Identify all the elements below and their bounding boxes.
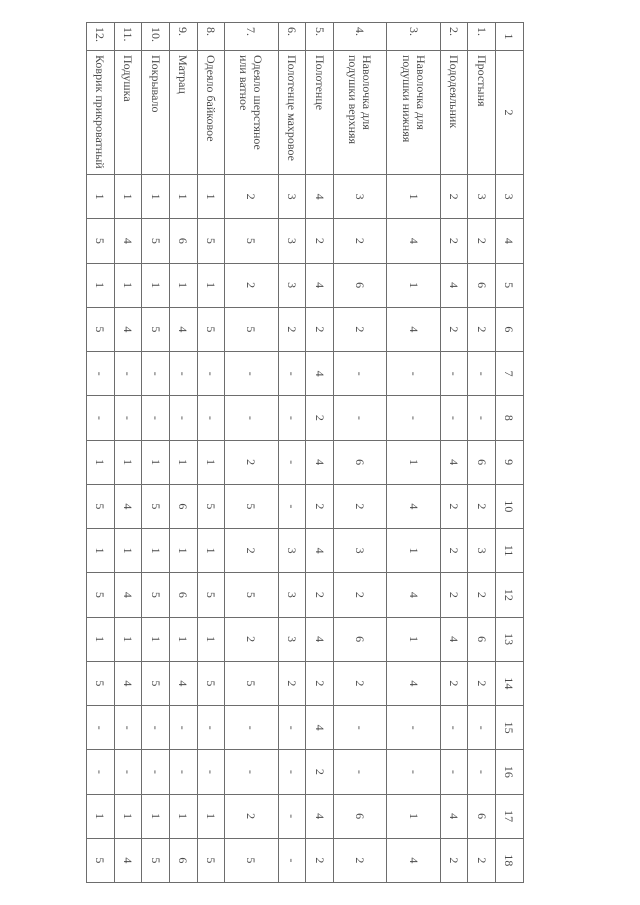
table-cell: - [278,484,306,528]
table-cell: 2 [468,661,496,705]
table-cell: - [468,396,496,440]
table-cell: 2 [306,750,334,794]
item-name: Одеяло шерстяное или ватное [225,51,278,175]
table-cell: 1 [387,263,440,307]
table-row [197,23,225,883]
table-cell: - [440,396,468,440]
table-row [87,23,115,883]
table-cell: - [278,750,306,794]
table-cell: 2 [333,307,386,351]
table-cell: - [468,706,496,750]
table-cell: 1 [114,263,142,307]
table-cell: 3 [333,529,386,573]
table-cell: 3 [278,573,306,617]
table-cell: 2 [306,573,334,617]
table-cell: 2 [225,794,278,838]
table-cell: 1 [387,175,440,219]
table-cell: 1 [197,175,225,219]
table-cell: - [278,838,306,882]
table-row [114,23,142,883]
table-cell: 5 [87,219,115,263]
table-cell: - [440,706,468,750]
table-cell: - [87,352,115,396]
table-cell: 1 [197,617,225,661]
table-cell: 5 [87,573,115,617]
rotated-table-wrapper [86,22,524,882]
item-name: Полотенце [306,51,334,175]
table-cell: 1 [387,617,440,661]
table-cell: 2 [440,175,468,219]
column-header-15: 15 [496,706,524,750]
row-number: 11. [114,23,142,51]
table-cell: 1 [387,529,440,573]
column-header-18: 18 [496,838,524,882]
column-header-9: 9 [496,440,524,484]
column-header-4: 4 [496,219,524,263]
table-cell: - [142,396,170,440]
row-number: 5. [306,23,334,51]
table-cell: - [87,706,115,750]
table-cell: 2 [306,307,334,351]
table-cell: - [197,396,225,440]
table-cell: 5 [197,219,225,263]
table-cell: 3 [468,175,496,219]
table-cell: - [114,352,142,396]
table-row [142,23,170,883]
table-row [440,23,468,883]
table-cell: 1 [387,440,440,484]
table-cell: - [278,352,306,396]
table-cell: 1 [169,175,197,219]
table-header-row [496,23,524,883]
table-cell: 5 [225,661,278,705]
table-cell: 5 [197,307,225,351]
table-cell: - [169,750,197,794]
row-number: 4. [333,23,386,51]
row-number: 7. [225,23,278,51]
table-cell: 5 [225,573,278,617]
item-name: Полотенце махровое [278,51,306,175]
linen-norms-table [86,22,524,883]
table-row [278,23,306,883]
table-row [468,23,496,883]
table-cell: 1 [142,617,170,661]
table-cell: 4 [306,794,334,838]
column-header-16: 16 [496,750,524,794]
table-cell: - [387,352,440,396]
table-cell: - [333,706,386,750]
table-cell: - [114,706,142,750]
table-cell: - [114,396,142,440]
table-cell: 5 [142,661,170,705]
table-cell: - [387,706,440,750]
column-header-2: 2 [496,51,524,175]
table-cell: - [197,750,225,794]
table-cell: 1 [114,175,142,219]
table-cell: 2 [468,307,496,351]
table-cell: - [333,750,386,794]
table-cell: 6 [468,617,496,661]
table-cell: 4 [440,263,468,307]
table-cell: 1 [114,794,142,838]
table-cell: 1 [87,263,115,307]
table-cell: 2 [468,838,496,882]
table-cell: 2 [306,838,334,882]
table-cell: 1 [169,794,197,838]
column-header-13: 13 [496,617,524,661]
table-cell: 4 [306,617,334,661]
table-cell: - [142,352,170,396]
table-cell: 5 [225,307,278,351]
column-header-10: 10 [496,484,524,528]
table-cell: 4 [169,661,197,705]
table-cell: 5 [197,573,225,617]
table-cell: - [468,352,496,396]
table-cell: 2 [440,484,468,528]
item-name: Матрац [169,51,197,175]
table-cell: 2 [440,838,468,882]
table-cell: 1 [114,529,142,573]
table-cell: 2 [440,661,468,705]
table-cell: 2 [333,661,386,705]
table-body [87,23,496,883]
table-cell: - [278,440,306,484]
column-header-6: 6 [496,307,524,351]
table-cell: - [142,706,170,750]
table-row [333,23,386,883]
table-cell: 1 [142,175,170,219]
table-cell: 6 [468,794,496,838]
table-cell: 4 [306,706,334,750]
table-cell: - [225,352,278,396]
table-cell: 6 [333,440,386,484]
table-cell: 2 [225,440,278,484]
table-cell: 4 [114,307,142,351]
item-name: Пододеяльник [440,51,468,175]
table-cell: - [169,396,197,440]
table-cell: - [169,706,197,750]
column-header-17: 17 [496,794,524,838]
table-cell: 1 [87,794,115,838]
item-name: Покрывало [142,51,170,175]
column-header-1: 1 [496,23,524,51]
table-cell: 2 [306,396,334,440]
table-cell: 2 [225,263,278,307]
table-cell: 5 [142,573,170,617]
table-cell: - [225,396,278,440]
table-cell: 6 [333,263,386,307]
table-cell: 2 [278,661,306,705]
table-cell: - [278,396,306,440]
table-row [169,23,197,883]
table-cell: 4 [306,529,334,573]
table-cell: 4 [114,219,142,263]
table-cell: - [440,750,468,794]
table-cell: 2 [306,484,334,528]
table-row [387,23,440,883]
table-cell: 2 [333,484,386,528]
table-cell: 5 [142,307,170,351]
table-cell: - [114,750,142,794]
table-cell: 1 [114,617,142,661]
table-cell: 3 [278,529,306,573]
table-cell: 2 [333,219,386,263]
table-cell: 1 [142,440,170,484]
table-cell: 1 [87,617,115,661]
column-header-8: 8 [496,396,524,440]
table-cell: 5 [197,661,225,705]
table-cell: 5 [197,484,225,528]
table-cell: 2 [278,307,306,351]
table-cell: 1 [197,794,225,838]
table-cell: 2 [225,529,278,573]
table-cell: 3 [468,529,496,573]
table-cell: 1 [197,263,225,307]
table-cell: 3 [278,219,306,263]
table-cell: 2 [468,219,496,263]
table-cell: 3 [278,263,306,307]
table-cell: - [333,396,386,440]
table-cell: 6 [468,440,496,484]
table-cell: 4 [440,617,468,661]
table-cell: 2 [440,219,468,263]
table-cell: 2 [333,573,386,617]
column-header-11: 11 [496,529,524,573]
table-cell: 5 [87,838,115,882]
table-cell: 4 [306,352,334,396]
table-cell: 2 [306,661,334,705]
item-name: Наволочка для подушки нижняя [387,51,440,175]
table-cell: 1 [87,440,115,484]
table-cell: 5 [87,484,115,528]
table-cell: 5 [225,219,278,263]
table-row [225,23,278,883]
row-number: 9. [169,23,197,51]
table-cell: 1 [169,617,197,661]
table-cell: 4 [387,573,440,617]
table-cell: 1 [197,440,225,484]
table-cell: - [387,396,440,440]
table-cell: - [225,706,278,750]
column-header-3: 3 [496,175,524,219]
table-cell: 6 [169,573,197,617]
table-cell: 4 [114,838,142,882]
item-name: Простыня [468,51,496,175]
table-cell: 1 [87,529,115,573]
table-cell: 4 [169,307,197,351]
table-cell: 5 [142,838,170,882]
item-name: Одеяло байковое [197,51,225,175]
table-cell: 2 [306,219,334,263]
table-cell: - [197,706,225,750]
table-cell: 1 [142,529,170,573]
column-header-7: 7 [496,352,524,396]
table-cell: 4 [114,484,142,528]
table-cell: - [278,706,306,750]
table-cell: 2 [440,573,468,617]
table-cell: 1 [142,794,170,838]
table-cell: 4 [440,794,468,838]
table-cell: - [87,750,115,794]
table-cell: - [197,352,225,396]
table-cell: 6 [468,263,496,307]
column-header-12: 12 [496,573,524,617]
table-cell: 6 [333,794,386,838]
table-cell: - [225,750,278,794]
table-cell: 6 [333,617,386,661]
table-cell: 1 [142,263,170,307]
table-cell: 6 [169,838,197,882]
table-cell: 5 [225,484,278,528]
table-cell: - [440,352,468,396]
table-cell: 2 [225,617,278,661]
table-cell: 1 [197,529,225,573]
table-cell: 1 [114,440,142,484]
table-cell: 6 [169,219,197,263]
table-cell: - [169,352,197,396]
table-cell: 5 [87,307,115,351]
item-name: Подушка [114,51,142,175]
table-cell: 2 [468,484,496,528]
table-cell: - [387,750,440,794]
column-header-5: 5 [496,263,524,307]
table-cell: 5 [197,838,225,882]
table-cell: 5 [225,838,278,882]
table-cell: 6 [169,484,197,528]
table-cell: 2 [440,307,468,351]
table-cell: 1 [169,263,197,307]
row-number: 6. [278,23,306,51]
table-cell: 4 [306,263,334,307]
row-number: 1. [468,23,496,51]
table-cell: - [87,396,115,440]
table-cell: 5 [142,219,170,263]
table-cell: 4 [387,219,440,263]
column-header-14: 14 [496,661,524,705]
table-cell: - [142,750,170,794]
table-cell: 1 [169,440,197,484]
row-number: 8. [197,23,225,51]
table-cell: 4 [440,440,468,484]
item-name: Коврик прикроватный [87,51,115,175]
table-cell: - [333,352,386,396]
table-cell: 4 [306,175,334,219]
item-name: Наволочка для подушки верхняя [333,51,386,175]
table-cell: 2 [440,529,468,573]
row-number: 2. [440,23,468,51]
table-cell: 2 [468,573,496,617]
table-cell: 1 [387,794,440,838]
table-cell: 4 [114,573,142,617]
row-number: 12. [87,23,115,51]
table-cell: 4 [387,838,440,882]
table-cell: 5 [142,484,170,528]
table-cell: 3 [278,617,306,661]
row-number: 3. [387,23,440,51]
table-cell: 3 [333,175,386,219]
table-cell: 5 [87,661,115,705]
table-cell: 4 [387,661,440,705]
table-cell: 1 [169,529,197,573]
table-cell: 4 [387,307,440,351]
table-cell: 4 [387,484,440,528]
table-cell: 2 [333,838,386,882]
table-row [306,23,334,883]
table-cell: - [468,750,496,794]
table-cell: 3 [278,175,306,219]
row-number: 10. [142,23,170,51]
table-cell: 4 [306,440,334,484]
table-cell: 1 [87,175,115,219]
table-cell: - [278,794,306,838]
table-cell: 2 [225,175,278,219]
table-cell: 4 [114,661,142,705]
